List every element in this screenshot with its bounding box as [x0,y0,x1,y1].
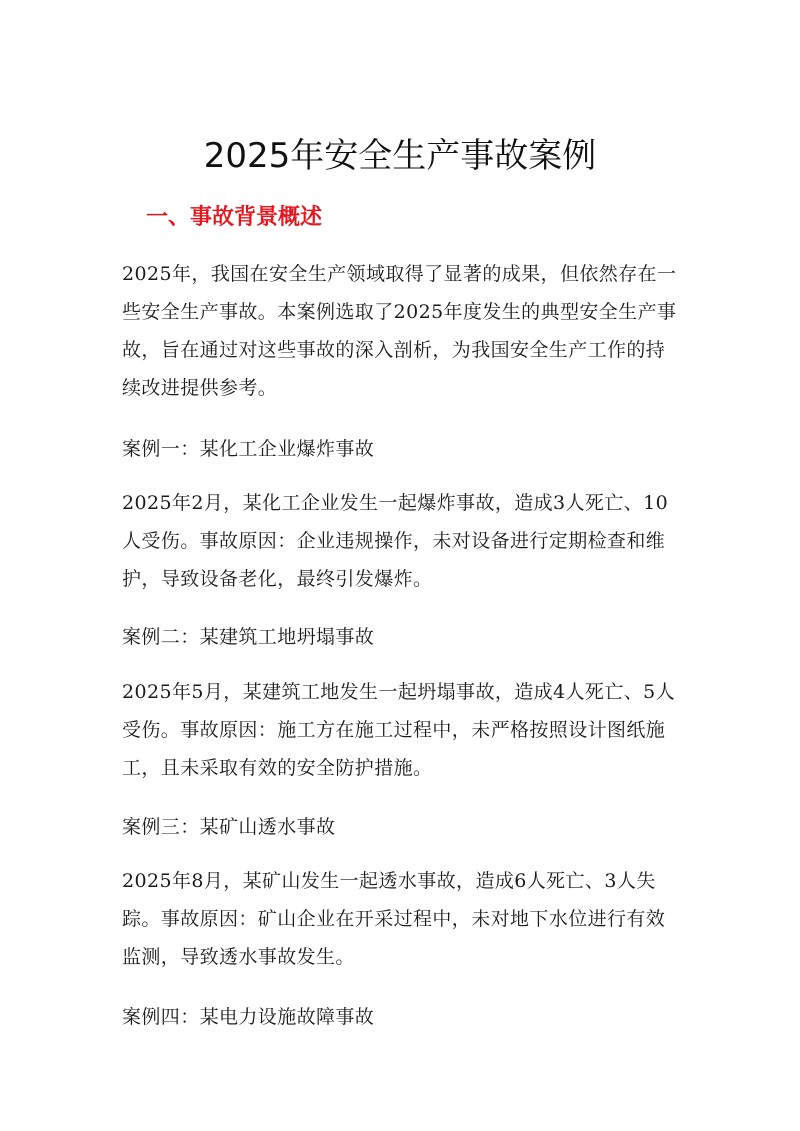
case-title-2: 案例二：某建筑工地坍塌事故 [122,626,375,648]
case-title-4: 案例四：某电力设施故障事故 [122,1006,375,1028]
document-title: 2025年安全生产事故案例 [203,136,597,176]
case-description-2: 2025年5月，某建筑工地发生一起坍塌事故，造成4人死亡、5人受伤。事故原因：施工方在施工过程中，未严格按照设计图纸施工，且未采取有效的安全防护措施。 [122,681,676,779]
section-heading-background: 一、事故背景概述 [146,205,323,230]
case-description-1: 2025年2月，某化工企业发生一起爆炸事故，造成3人死亡、10人受伤。事故原因：企业违规操作，未对设备进行定期检查和维护，导致设备老化，最终引发爆炸。 [122,492,669,590]
case-title-1: 案例一：某化工企业爆炸事故 [122,438,375,460]
intro-paragraph: 2025年，我国在安全生产领域取得了显著的成果，但依然存在一些安全生产事故。本案例选取了2025年度发生的典型安全生产事故，旨在通过对这些事故的深入剖析，为我国安全生产工作的持续改进提供参考。 [122,263,677,399]
case-description-3: 2025年8月，某矿山发生一起透水事故，造成6人死亡、3人失踪。事故原因：矿山企业在开采过程中，未对地下水位进行有效监测，导致透水事故发生。 [122,870,666,968]
case-title-3: 案例三：某矿山透水事故 [122,816,336,838]
